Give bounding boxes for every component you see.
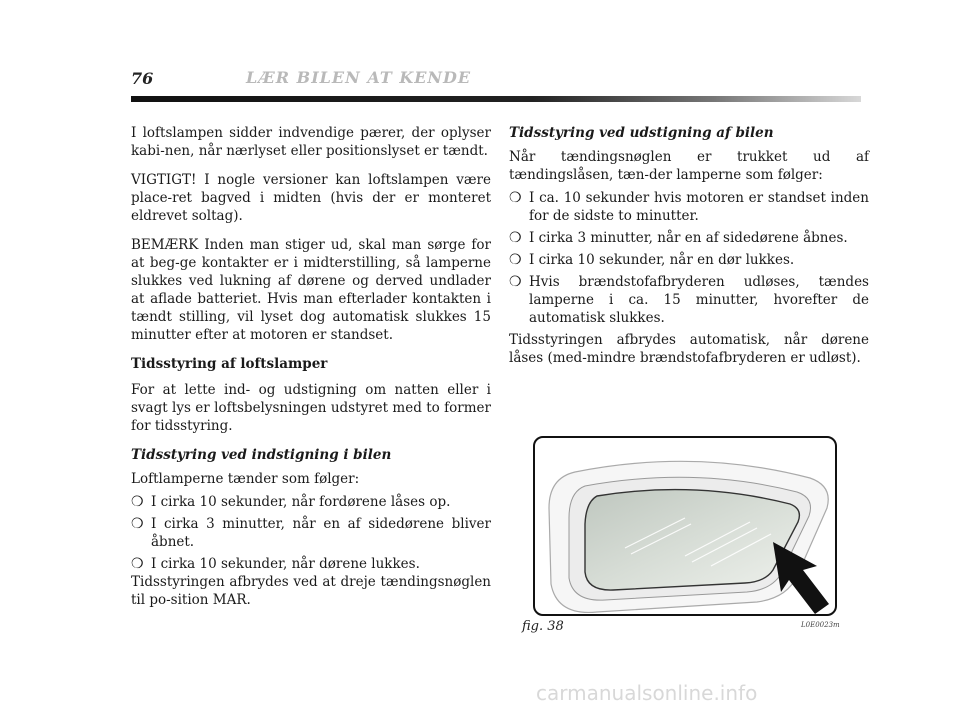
dome-light-drawing xyxy=(535,438,835,614)
chapter-title: LÆR BILEN AT KENDE xyxy=(246,68,472,87)
section-heading-timer: Tidsstyring af loftslamper xyxy=(131,356,328,372)
paragraph-timer-cancel: Tidsstyringen afbrydes ved at dreje tændingsnøglen til po-sition MAR. xyxy=(131,574,491,608)
bullet-icon: ❍ xyxy=(131,494,144,510)
subheading-entering: Tidsstyring ved indstigning i bilen xyxy=(131,447,392,463)
list-item: ❍ I cirka 3 minutter, når en af sidedørene åbnes. xyxy=(509,230,848,246)
page-number: 76 xyxy=(131,69,154,88)
header-rule xyxy=(131,96,861,102)
list-item: ❍ I cirka 10 sekunder, når dørene lukkes. xyxy=(131,556,420,572)
list-item: ❍ I cirka 10 sekunder, når fordørene låses op. xyxy=(131,494,451,510)
paragraph-important: VIGTIGT! I nogle versioner kan loftslampen være place-ret bagved i midten (hvis der er monteret eldrevet soltag). xyxy=(131,172,491,224)
figure-caption: fig. 38 xyxy=(522,619,564,634)
figure-code: L0E0023m xyxy=(801,621,840,629)
bullet-icon: ❍ xyxy=(509,190,522,206)
entering-bullet-list xyxy=(131,493,491,573)
bullet-icon: ❍ xyxy=(509,230,522,246)
exiting-bullet-list xyxy=(509,189,869,327)
list-item: ❍ I cirka 10 sekunder, når en dør lukkes. xyxy=(509,252,795,268)
watermark-text: carmanualsonline.info xyxy=(536,681,758,705)
paragraph-key-removed: Når tændingsnøglen er trukket ud af tændingslåsen, tæn-der lamperne som følger: xyxy=(509,149,869,183)
subheading-exiting: Tidsstyring ved udstigning af bilen xyxy=(509,125,774,141)
bullet-icon: ❍ xyxy=(131,556,144,572)
figure-dome-light-illustration xyxy=(533,436,837,616)
paragraph-auto-cancel: Tidsstyringen afbrydes automatisk, når dørene låses (med-mindre brændstofafbryderen er udløst). xyxy=(509,332,869,366)
list-item: ❍ I ca. 10 sekunder hvis motoren er standset inden for de sidste to minutter. xyxy=(509,190,869,224)
paragraph-note: BEMÆRK Inden man stiger ud, skal man sørge for at beg-ge kontakter er i midterstilling, så lamperne slukkes ved lukning af dørene og derved undlader at aflade batteriet. Hvis man efterlader kontakten i tændt stilling, vil lyset dog automatisk slukkes 15 minutter efter at motoren er standset. xyxy=(131,237,491,343)
paragraph-lamps-on: Loftlamperne tænder som følger: xyxy=(131,471,360,487)
list-item: ❍ I cirka 3 minutter, når en af sidedørene bliver åbnet. xyxy=(131,516,491,550)
bullet-icon: ❍ xyxy=(509,274,522,290)
paragraph-interior-bulbs: I loftslampen sidder indvendige pærer, der oplyser kabi-nen, når nærlyset eller positionslyset er tændt. xyxy=(131,125,491,159)
right-column xyxy=(509,124,869,378)
bullet-icon: ❍ xyxy=(509,252,522,268)
left-column xyxy=(131,124,491,609)
bullet-icon: ❍ xyxy=(131,516,144,532)
paragraph-timer-intro: For at lette ind- og udstigning om natten eller i svagt lys er loftsbelysningen udstyret med to former for tidsstyring. xyxy=(131,382,491,434)
list-item: ❍ Hvis brændstofafbryderen udløses, tændes lamperne i ca. 15 minutter, hvorefter de automatisk slukkes. xyxy=(509,274,869,326)
